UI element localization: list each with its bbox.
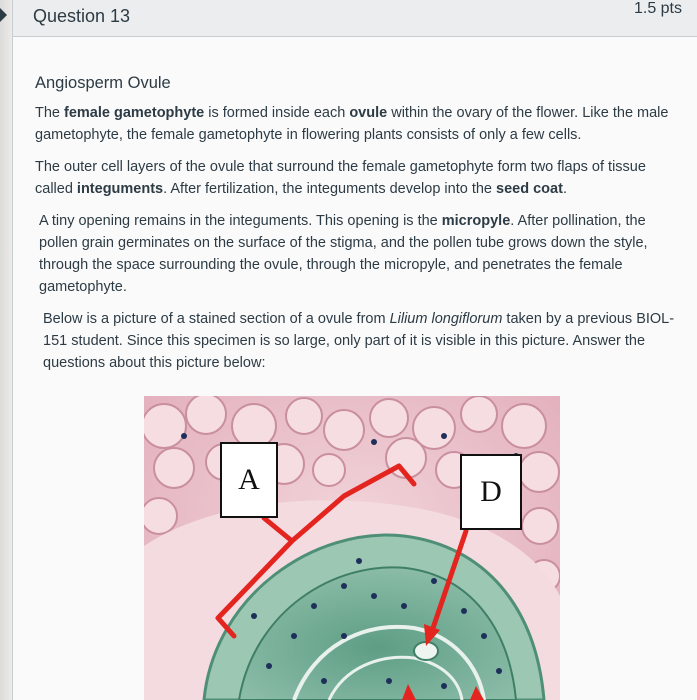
species-name: Lilium longiflorum: [389, 311, 503, 327]
ovule-micrograph-image: [144, 396, 560, 700]
term-integuments: integuments: [76, 181, 164, 197]
paragraph-specimen-intro: Below is a picture of a stained section of a ovule from Lilium longiflorum taken by a previous BIOL-151 student. Since this specimen is so large, only part of it is visible in this picture. Answer the questions about this picture below:: [43, 311, 675, 371]
term-ovule: ovule: [349, 105, 388, 121]
page-gutter: [0, 0, 12, 700]
paragraph-micropyle: A tiny opening remains in the integuments. This opening is the micropyle. After pollination, the pollen grain germinates on the surface of the stigma, and the pollen tube grows down the style, through the space surrounding the ovule, through the micropyle, and penetrates the female gametophyte.: [39, 213, 648, 295]
figure-label-d: D: [460, 454, 522, 530]
section-heading: Angiosperm Ovule: [35, 74, 171, 92]
ovule-micrograph: [144, 396, 560, 700]
question-points: 1.5 pts: [633, 0, 682, 17]
paragraph-female-gametophyte: The female gametophyte is formed inside each ovule within the ovary of the flower. Like the male gametophyte, the female gametophyte in flowering plants consists of only a few cells.: [35, 105, 669, 143]
question-body: [35, 72, 675, 384]
question-title: Question 13: [33, 6, 131, 26]
current-question-marker-icon: [0, 8, 7, 22]
term-seed-coat: seed coat: [496, 181, 563, 197]
term-female-gametophyte: female gametophyte: [64, 105, 205, 121]
paragraph-integuments: The outer cell layers of the ovule that surround the female gametophyte form two flaps of tissue called integuments. After fertilization, the integuments develop into the seed coat.: [35, 159, 646, 197]
question-header: [13, 0, 697, 37]
term-micropyle: micropyle: [441, 213, 511, 229]
figure-label-a: A: [220, 442, 278, 518]
